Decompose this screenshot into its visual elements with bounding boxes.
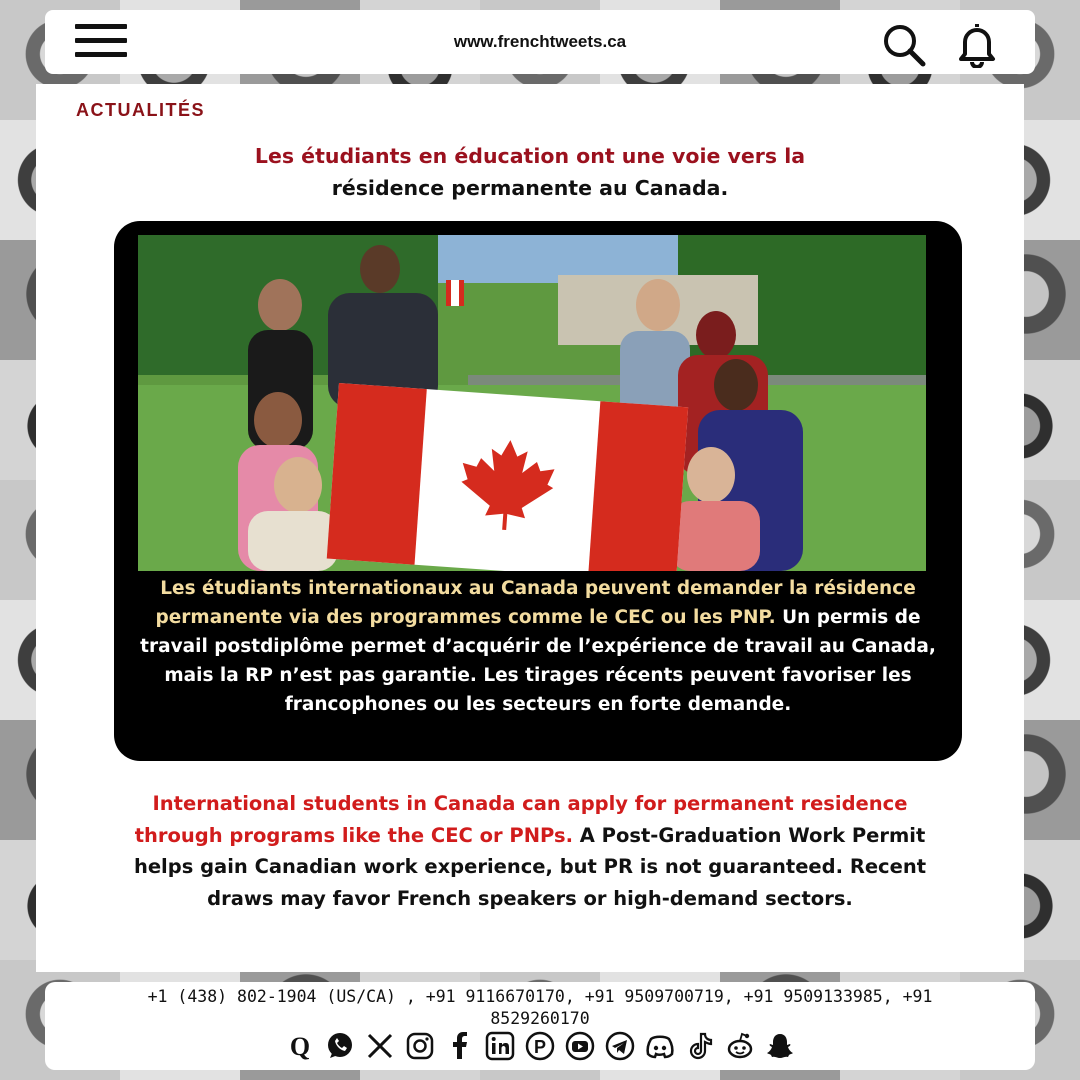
- telegram-icon[interactable]: [604, 1030, 636, 1062]
- reddit-icon[interactable]: [724, 1030, 756, 1062]
- french-body: Un permis de travail postdiplôme permet d’acquérir de l’expérience de travail au Canada, mais la RP n’est pas garantie. Les tirages récents peuvent favoriser les francophones ou les secteurs en forte demande.: [140, 607, 936, 715]
- svg-text:P: P: [533, 1037, 547, 1057]
- quora-icon[interactable]: [284, 1030, 316, 1062]
- article-photo: [138, 235, 926, 571]
- headline: [36, 140, 1024, 204]
- youtube-icon[interactable]: [564, 1030, 596, 1062]
- bell-icon[interactable]: [955, 20, 999, 68]
- site-url[interactable]: www.frenchtweets.ca: [453, 32, 627, 51]
- whatsapp-icon[interactable]: [324, 1030, 356, 1062]
- english-summary: [126, 788, 934, 914]
- headline-line-1: Les étudiants en éducation ont une voie vers la: [254, 144, 806, 168]
- snapchat-icon[interactable]: [764, 1030, 796, 1062]
- english-body: A Post-Graduation Work Permit helps gain Canadian work experience, but PR is not guaranteed. Recent draws may favor French speakers or high-demand sectors.: [133, 823, 927, 910]
- linkedin-icon[interactable]: [484, 1030, 516, 1062]
- svg-text:Q: Q: [289, 1032, 311, 1061]
- section-label[interactable]: ACTUALITÉS: [76, 100, 205, 120]
- french-highlight: Les étudiants internationaux au Canada peuvent demander la résidence permanente via des programmes comme le CEC ou les PNP.: [155, 578, 916, 628]
- facebook-icon[interactable]: [444, 1030, 476, 1062]
- search-icon[interactable]: [881, 22, 927, 68]
- french-summary-box: [114, 221, 962, 761]
- instagram-icon[interactable]: [404, 1030, 436, 1062]
- contact-phones[interactable]: +1 (438) 802-1904 (US/CA) , +91 9116670170, +91 9509700719, +91 9509133985, +91 8529260170: [147, 987, 933, 1028]
- x-icon[interactable]: [364, 1030, 396, 1062]
- article-card: [36, 84, 1024, 972]
- headline-line-2: résidence permanente au Canada.: [331, 176, 729, 200]
- english-highlight: International students in Canada can apply for permanent residence through programs like the CEC or PNPs.: [134, 792, 908, 847]
- french-caption: [134, 574, 942, 719]
- social-icons-row: [45, 1030, 1035, 1064]
- footer: [45, 982, 1035, 1070]
- discord-icon[interactable]: [644, 1030, 676, 1062]
- tiktok-icon[interactable]: [684, 1030, 716, 1062]
- pinterest-icon[interactable]: [524, 1030, 556, 1062]
- top-bar: [45, 10, 1035, 74]
